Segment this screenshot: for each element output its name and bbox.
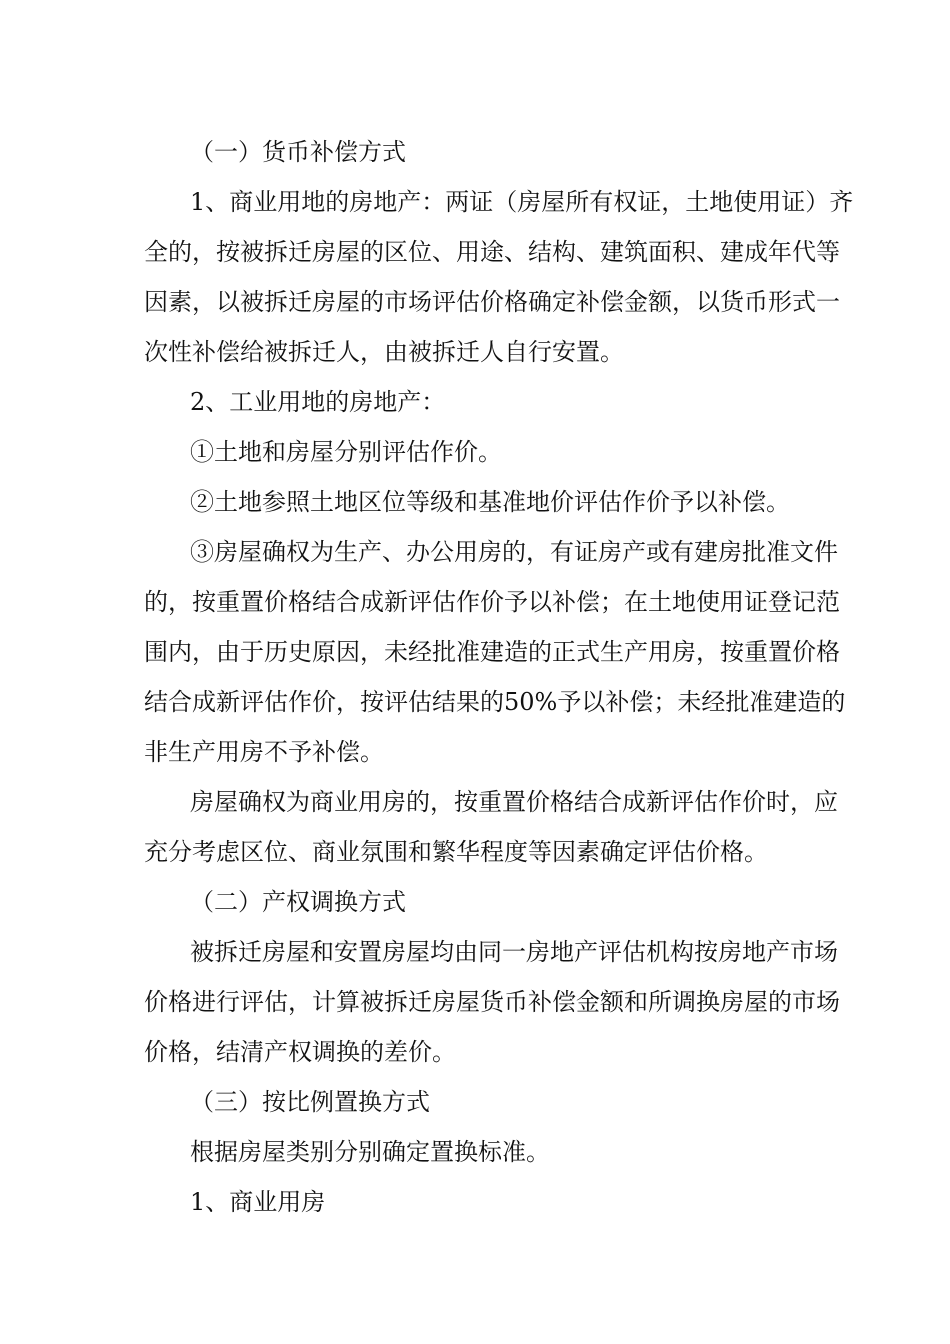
paragraph-line: 被拆迁房屋和安置房屋均由同一房地产评估机构按房地产市场 — [190, 938, 838, 966]
paragraph-replacement-standard: 根据房屋类别分别确定置换标准。 — [190, 1138, 550, 1166]
paragraph-line: 1、商业用地的房地产：两证（房屋所有权证，土地使用证）齐 — [190, 188, 854, 216]
paragraph-line: 围内，由于历史原因，未经批准建造的正式生产用房，按重置价格 — [144, 638, 840, 666]
section-heading-3: （三）按比例置换方式 — [190, 1088, 430, 1116]
paragraph-line: 价格，结清产权调换的差价。 — [144, 1038, 456, 1066]
list-item-2: ②土地参照土地区位等级和基准地价评估作价予以补偿。 — [190, 488, 790, 516]
paragraph-line: 全的，按被拆迁房屋的区位、用途、结构、建筑面积、建成年代等 — [144, 238, 840, 266]
paragraph-line: 充分考虑区位、商业氛围和繁华程度等因素确定评估价格。 — [144, 838, 768, 866]
section-heading-1: （一）货币补偿方式 — [190, 138, 406, 166]
section-heading-2: （二）产权调换方式 — [190, 888, 406, 916]
paragraph-line: 房屋确权为商业用房的，按重置价格结合成新评估作价时，应 — [190, 788, 838, 816]
paragraph-line: 非生产用房不予补偿。 — [144, 738, 384, 766]
paragraph-industrial-land: 2、工业用地的房地产： — [190, 388, 446, 416]
paragraph-line: 价格进行评估，计算被拆迁房屋货币补偿金额和所调换房屋的市场 — [144, 988, 840, 1016]
paragraph-line: 的，按重置价格结合成新评估作价予以补偿；在土地使用证登记范 — [144, 588, 840, 616]
paragraph-line: 因素，以被拆迁房屋的市场评估价格确定补偿金额，以货币形式一 — [144, 288, 840, 316]
paragraph-line: ③房屋确权为生产、办公用房的，有证房产或有建房批准文件 — [190, 538, 838, 566]
paragraph-line: 结合成新评估作价，按评估结果的50%予以补偿；未经批准建造的 — [144, 688, 846, 716]
paragraph-line: 次性补偿给被拆迁人，由被拆迁人自行安置。 — [144, 338, 624, 366]
subheading-commercial-housing: 1、商业用房 — [190, 1188, 326, 1216]
list-item-1: ①土地和房屋分别评估作价。 — [190, 438, 502, 466]
